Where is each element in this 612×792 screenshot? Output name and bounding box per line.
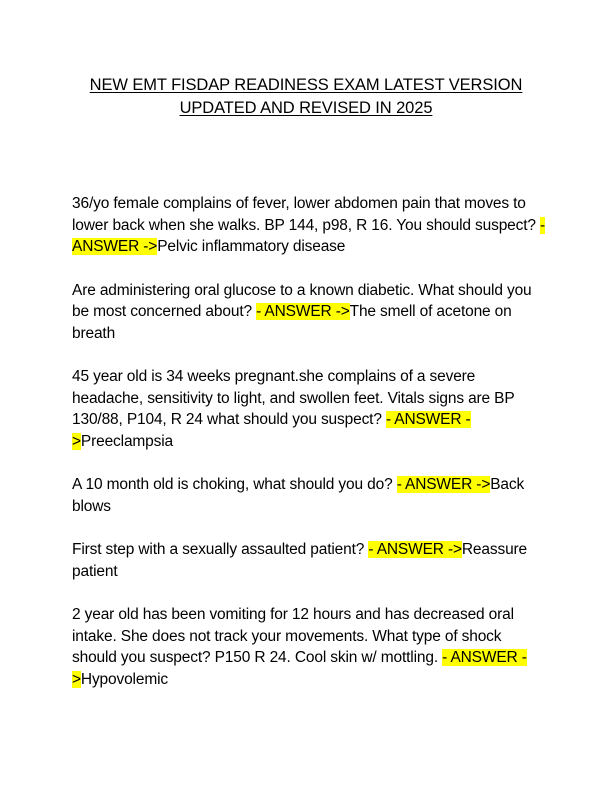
question-text: 36/yo female complains of fever, lower abdomen pain that moves to lower back when she walks. BP 144, p98, R 16. You should suspect?: [72, 195, 541, 234]
answer-marker: - ANSWER ->: [368, 541, 462, 558]
answer-marker: - ANSWER ->: [72, 216, 546, 255]
question-text: 2 year old has been vomiting for 12 hours and has decreased oral intake. She does not track your movements. What type of shock should you suspect? P150 R 24. Cool skin w/ mottling.: [72, 606, 514, 666]
answer-marker: - ANSWER ->: [72, 411, 471, 450]
answer-marker: - ANSWER ->: [256, 303, 350, 320]
qa-item-3: [72, 366, 546, 452]
page-title: [60, 74, 552, 120]
answer-text: Reassure patient: [72, 541, 528, 580]
question-text: Are administering oral glucose to a known diabetic. What should you be most concerned about?: [72, 281, 532, 320]
qa-list: [72, 193, 546, 712]
answer-text: Back blows: [72, 476, 525, 515]
question-text: 45 year old is 34 weeks pregnant.she complains of a severe headache, sensitivity to light, and swollen feet. Vitals signs are BP 130/88, P104, R 24 what should you suspect?: [72, 368, 515, 428]
question-text: A 10 month old is choking, what should you do?: [72, 476, 397, 493]
answer-text: Preeclampsia: [80, 432, 174, 450]
title-line-2: UPDATED AND REVISED IN 2025: [179, 99, 433, 117]
answer-marker: - ANSWER ->: [396, 476, 491, 493]
qa-item-5: [72, 539, 546, 582]
title-line-1: NEW EMT FISDAP READINESS EXAM LATEST VERSION: [89, 76, 523, 94]
answer-text: The smell of acetone on breath: [72, 303, 512, 342]
qa-item-2: [72, 280, 546, 345]
qa-item-4: [72, 474, 546, 517]
answer-text: Pelvic inflammatory disease: [157, 238, 346, 255]
qa-item-1: [72, 193, 546, 258]
question-text: First step with a sexually assaulted patient?: [72, 541, 369, 558]
answer-marker: - ANSWER ->: [72, 649, 527, 688]
qa-item-6: [72, 604, 546, 690]
answer-text: Hypovolemic: [80, 670, 168, 688]
